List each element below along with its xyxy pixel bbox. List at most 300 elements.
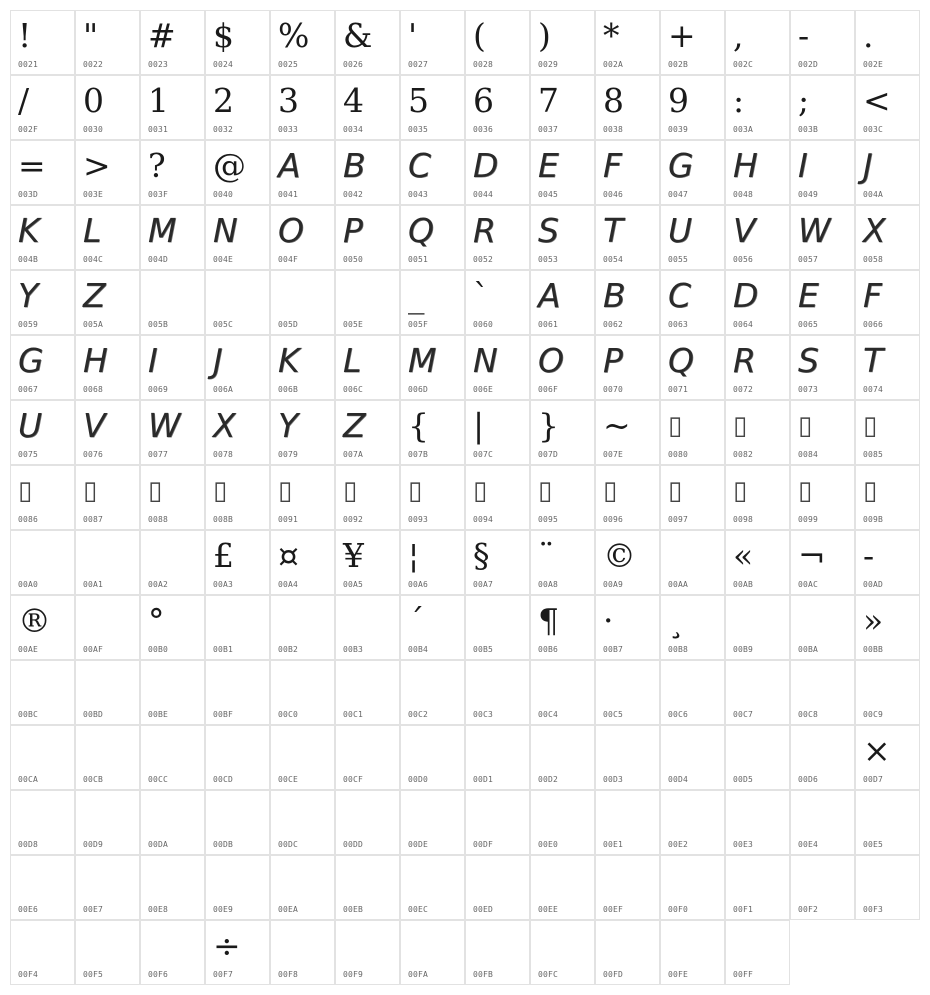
glyph-code-label: 00AB <box>733 580 754 589</box>
glyph-cell[interactable] <box>140 725 205 790</box>
glyph-code-label: 005B <box>148 320 169 329</box>
glyph-cell[interactable] <box>465 140 530 205</box>
glyph-cell[interactable] <box>465 660 530 725</box>
glyph-cell[interactable] <box>595 920 660 985</box>
glyph-cell[interactable] <box>10 725 75 790</box>
glyph-char: < <box>863 81 891 120</box>
glyph-cell[interactable] <box>140 920 205 985</box>
glyph-cell[interactable] <box>400 270 465 335</box>
glyph-cell[interactable] <box>140 855 205 920</box>
glyph-cell[interactable] <box>205 400 270 465</box>
glyph-cell[interactable] <box>140 270 205 335</box>
glyph-cell[interactable] <box>530 205 595 270</box>
glyph-cell[interactable] <box>595 10 660 75</box>
glyph-cell[interactable] <box>725 465 790 530</box>
glyph-code-label: 00BE <box>148 710 169 719</box>
glyph-char: ▯ <box>538 476 553 506</box>
glyph-cell[interactable] <box>335 595 400 660</box>
glyph-cell[interactable] <box>400 725 465 790</box>
glyph-char: V <box>83 406 106 445</box>
glyph-cell[interactable] <box>75 530 140 595</box>
glyph-cell[interactable] <box>10 790 75 855</box>
glyph-cell[interactable] <box>140 660 205 725</box>
glyph-cell[interactable] <box>465 205 530 270</box>
glyph-cell[interactable] <box>75 465 140 530</box>
glyph-cell[interactable] <box>10 855 75 920</box>
glyph-cell[interactable] <box>660 270 725 335</box>
glyph-char: ~ <box>603 406 631 445</box>
glyph-cell[interactable] <box>530 790 595 855</box>
glyph-cell[interactable] <box>75 270 140 335</box>
glyph-cell[interactable] <box>660 595 725 660</box>
glyph-cell[interactable] <box>205 465 270 530</box>
glyph-cell[interactable] <box>140 75 205 140</box>
glyph-cell[interactable] <box>530 530 595 595</box>
glyph-code-label: 0047 <box>668 190 689 199</box>
glyph-char: P <box>343 211 363 250</box>
glyph-char: ▯ <box>733 476 748 506</box>
glyph-cell[interactable] <box>660 10 725 75</box>
glyph-cell[interactable] <box>270 140 335 205</box>
glyph-cell[interactable] <box>270 335 335 400</box>
glyph-cell[interactable] <box>725 335 790 400</box>
glyph-code-label: 00A4 <box>278 580 299 589</box>
glyph-cell[interactable] <box>595 790 660 855</box>
glyph-cell[interactable] <box>660 530 725 595</box>
glyph-cell[interactable] <box>790 660 855 725</box>
glyph-cell[interactable] <box>335 790 400 855</box>
glyph-cell[interactable] <box>595 725 660 790</box>
glyph-cell[interactable] <box>790 10 855 75</box>
glyph-cell[interactable] <box>790 595 855 660</box>
glyph-char: L <box>343 341 362 380</box>
glyph-char: Q <box>408 211 434 250</box>
glyph-cell[interactable] <box>140 140 205 205</box>
glyph-code-label: 00F2 <box>798 905 819 914</box>
glyph-cell[interactable] <box>465 920 530 985</box>
glyph-cell[interactable] <box>205 530 270 595</box>
glyph-cell[interactable] <box>270 920 335 985</box>
glyph-char: $ <box>213 16 234 55</box>
glyph-char: L <box>83 211 102 250</box>
glyph-code-label: 006E <box>473 385 494 394</box>
glyph-cell[interactable] <box>10 75 75 140</box>
glyph-cell[interactable] <box>660 465 725 530</box>
glyph-cell[interactable] <box>140 595 205 660</box>
glyph-cell[interactable] <box>465 400 530 465</box>
glyph-cell[interactable] <box>205 920 270 985</box>
glyph-code-label: 0071 <box>668 385 689 394</box>
glyph-cell[interactable] <box>270 400 335 465</box>
glyph-cell[interactable] <box>855 530 920 595</box>
glyph-code-label: 00CC <box>148 775 169 784</box>
glyph-cell[interactable] <box>335 400 400 465</box>
glyph-cell[interactable] <box>75 400 140 465</box>
glyph-cell[interactable] <box>270 75 335 140</box>
glyph-cell[interactable] <box>790 205 855 270</box>
glyph-cell[interactable] <box>335 10 400 75</box>
glyph-code-label: 007E <box>603 450 624 459</box>
glyph-char: 8 <box>603 81 624 120</box>
glyph-cell[interactable] <box>660 855 725 920</box>
glyph-code-label: 0078 <box>213 450 234 459</box>
glyph-cell[interactable] <box>595 335 660 400</box>
glyph-char: ▯ <box>863 411 878 441</box>
glyph-char: N <box>213 211 238 250</box>
glyph-cell[interactable] <box>725 140 790 205</box>
glyph-cell[interactable] <box>595 530 660 595</box>
glyph-cell[interactable] <box>660 140 725 205</box>
glyph-cell[interactable] <box>595 660 660 725</box>
glyph-char: , <box>733 16 744 55</box>
glyph-char: J <box>213 341 223 380</box>
glyph-code-label: 00FB <box>473 970 494 979</box>
glyph-cell[interactable] <box>660 725 725 790</box>
glyph-char: ▯ <box>798 411 813 441</box>
glyph-cell[interactable] <box>465 790 530 855</box>
glyph-cell[interactable] <box>855 205 920 270</box>
glyph-char: £ <box>213 536 234 575</box>
glyph-cell[interactable] <box>400 920 465 985</box>
glyph-code-label: 00A2 <box>148 580 169 589</box>
glyph-cell[interactable] <box>530 10 595 75</box>
glyph-cell[interactable] <box>855 660 920 725</box>
glyph-cell[interactable] <box>855 75 920 140</box>
glyph-cell[interactable] <box>530 335 595 400</box>
glyph-cell[interactable] <box>595 595 660 660</box>
glyph-cell[interactable] <box>530 725 595 790</box>
glyph-char: } <box>538 406 559 445</box>
glyph-cell[interactable] <box>205 725 270 790</box>
glyph-cell[interactable] <box>270 465 335 530</box>
glyph-cell[interactable] <box>335 660 400 725</box>
glyph-cell[interactable] <box>595 465 660 530</box>
glyph-code-label: 0093 <box>408 515 429 524</box>
glyph-code-label: 007C <box>473 450 494 459</box>
glyph-cell[interactable] <box>725 400 790 465</box>
glyph-char: ▯ <box>863 476 878 506</box>
glyph-char: - <box>863 536 875 575</box>
glyph-cell[interactable] <box>140 400 205 465</box>
glyph-cell[interactable] <box>205 660 270 725</box>
glyph-cell[interactable] <box>725 270 790 335</box>
glyph-cell[interactable] <box>790 400 855 465</box>
glyph-code-label: 00C7 <box>733 710 754 719</box>
glyph-cell[interactable] <box>10 270 75 335</box>
glyph-cell[interactable] <box>595 205 660 270</box>
glyph-cell[interactable] <box>595 270 660 335</box>
glyph-cell[interactable] <box>790 790 855 855</box>
glyph-cell[interactable] <box>270 725 335 790</box>
glyph-char: T <box>863 341 884 380</box>
glyph-cell[interactable] <box>530 400 595 465</box>
glyph-cell[interactable] <box>530 855 595 920</box>
glyph-code-label: 00C8 <box>798 710 819 719</box>
glyph-cell[interactable] <box>725 790 790 855</box>
glyph-cell[interactable] <box>595 400 660 465</box>
glyph-char: 2 <box>213 81 234 120</box>
glyph-cell[interactable] <box>530 465 595 530</box>
glyph-cell[interactable] <box>140 790 205 855</box>
glyph-cell[interactable] <box>530 660 595 725</box>
glyph-code-label: 0092 <box>343 515 364 524</box>
glyph-cell[interactable] <box>595 75 660 140</box>
glyph-code-label: 007D <box>538 450 559 459</box>
glyph-cell[interactable] <box>75 920 140 985</box>
glyph-cell[interactable] <box>465 335 530 400</box>
glyph-cell[interactable] <box>725 660 790 725</box>
glyph-cell[interactable] <box>205 855 270 920</box>
glyph-cell[interactable] <box>10 465 75 530</box>
glyph-cell[interactable] <box>335 75 400 140</box>
glyph-cell[interactable] <box>335 530 400 595</box>
glyph-char: - <box>798 16 810 55</box>
glyph-cell[interactable] <box>335 855 400 920</box>
glyph-cell[interactable] <box>855 855 920 920</box>
glyph-code-label: 005F <box>408 320 429 329</box>
glyph-cell[interactable] <box>400 400 465 465</box>
glyph-cell[interactable] <box>400 855 465 920</box>
glyph-code-label: 0099 <box>798 515 819 524</box>
glyph-char: ' <box>408 16 418 55</box>
glyph-cell[interactable] <box>75 855 140 920</box>
glyph-cell[interactable] <box>400 75 465 140</box>
glyph-cell[interactable] <box>465 465 530 530</box>
glyph-cell[interactable] <box>205 75 270 140</box>
glyph-code-label: 00CD <box>213 775 234 784</box>
glyph-cell[interactable] <box>725 920 790 985</box>
glyph-cell[interactable] <box>530 75 595 140</box>
glyph-cell[interactable] <box>465 855 530 920</box>
glyph-cell[interactable] <box>465 10 530 75</box>
glyph-cell[interactable] <box>205 270 270 335</box>
glyph-code-label: 00D8 <box>18 840 39 849</box>
glyph-cell[interactable] <box>530 140 595 205</box>
glyph-cell[interactable] <box>335 465 400 530</box>
glyph-cell[interactable] <box>465 270 530 335</box>
glyph-cell[interactable] <box>10 920 75 985</box>
glyph-cell[interactable] <box>725 75 790 140</box>
glyph-cell[interactable] <box>205 335 270 400</box>
glyph-char: E <box>798 276 819 315</box>
glyph-cell[interactable] <box>790 270 855 335</box>
glyph-cell[interactable] <box>855 790 920 855</box>
glyph-cell[interactable] <box>725 205 790 270</box>
glyph-cell[interactable] <box>205 10 270 75</box>
glyph-cell[interactable] <box>530 270 595 335</box>
glyph-cell[interactable] <box>270 855 335 920</box>
glyph-cell[interactable] <box>595 140 660 205</box>
glyph-cell[interactable] <box>205 205 270 270</box>
glyph-cell[interactable] <box>660 205 725 270</box>
glyph-code-label: 00A8 <box>538 580 559 589</box>
glyph-cell[interactable] <box>75 140 140 205</box>
glyph-cell[interactable] <box>790 725 855 790</box>
glyph-code-label: 008B <box>213 515 234 524</box>
glyph-code-label: 00DF <box>473 840 494 849</box>
glyph-code-label: 0045 <box>538 190 559 199</box>
glyph-cell[interactable] <box>75 725 140 790</box>
glyph-cell[interactable] <box>205 140 270 205</box>
glyph-cell[interactable] <box>855 140 920 205</box>
glyph-code-label: 007B <box>408 450 429 459</box>
glyph-cell[interactable] <box>725 855 790 920</box>
glyph-cell[interactable] <box>790 465 855 530</box>
glyph-code-label: 00D4 <box>668 775 689 784</box>
glyph-cell[interactable] <box>465 725 530 790</box>
glyph-code-label: 005D <box>278 320 299 329</box>
glyph-cell[interactable] <box>335 725 400 790</box>
glyph-char: _ <box>408 276 425 315</box>
glyph-char: U <box>18 406 43 445</box>
glyph-char: × <box>863 731 891 770</box>
glyph-cell[interactable] <box>790 855 855 920</box>
glyph-cell[interactable] <box>660 660 725 725</box>
glyph-code-label: 00AD <box>863 580 884 589</box>
glyph-cell[interactable] <box>660 75 725 140</box>
glyph-code-label: 0033 <box>278 125 299 134</box>
glyph-cell[interactable] <box>270 530 335 595</box>
glyph-cell[interactable] <box>75 790 140 855</box>
glyph-code-label: 00C4 <box>538 710 559 719</box>
glyph-cell[interactable] <box>140 335 205 400</box>
glyph-cell[interactable] <box>270 790 335 855</box>
glyph-cell[interactable] <box>10 595 75 660</box>
glyph-cell[interactable] <box>75 75 140 140</box>
glyph-cell[interactable] <box>855 595 920 660</box>
glyph-code-label: 0051 <box>408 255 429 264</box>
glyph-cell[interactable] <box>335 335 400 400</box>
glyph-cell[interactable] <box>725 10 790 75</box>
glyph-cell[interactable] <box>75 660 140 725</box>
glyph-cell[interactable] <box>400 790 465 855</box>
glyph-cell[interactable] <box>725 595 790 660</box>
glyph-cell[interactable] <box>725 530 790 595</box>
glyph-code-label: 0039 <box>668 125 689 134</box>
glyph-cell[interactable] <box>205 595 270 660</box>
glyph-char: Y <box>278 406 299 445</box>
glyph-cell[interactable] <box>400 465 465 530</box>
glyph-cell[interactable] <box>10 335 75 400</box>
glyph-cell[interactable] <box>335 140 400 205</box>
glyph-cell[interactable] <box>855 10 920 75</box>
glyph-cell[interactable] <box>75 10 140 75</box>
glyph-cell[interactable] <box>270 270 335 335</box>
glyph-cell[interactable] <box>790 75 855 140</box>
glyph-char: K <box>18 211 40 250</box>
glyph-cell[interactable] <box>10 530 75 595</box>
glyph-code-label: 0079 <box>278 450 299 459</box>
glyph-cell[interactable] <box>10 140 75 205</box>
glyph-cell[interactable] <box>75 335 140 400</box>
glyph-code-label: 00BD <box>83 710 104 719</box>
glyph-cell[interactable] <box>855 400 920 465</box>
glyph-cell[interactable] <box>10 660 75 725</box>
glyph-code-label: 00E2 <box>668 840 689 849</box>
glyph-char: ▯ <box>18 476 33 506</box>
glyph-code-label: 00F0 <box>668 905 689 914</box>
glyph-cell[interactable] <box>270 595 335 660</box>
glyph-cell[interactable] <box>270 205 335 270</box>
glyph-cell[interactable] <box>855 270 920 335</box>
glyph-cell[interactable] <box>335 270 400 335</box>
glyph-cell[interactable] <box>140 10 205 75</box>
glyph-char: C <box>408 146 432 185</box>
glyph-char: 7 <box>538 81 559 120</box>
glyph-cell[interactable] <box>660 920 725 985</box>
glyph-code-label: 00FD <box>603 970 624 979</box>
glyph-cell[interactable] <box>855 335 920 400</box>
glyph-cell[interactable] <box>660 790 725 855</box>
glyph-cell[interactable] <box>10 400 75 465</box>
glyph-char: 5 <box>408 81 429 120</box>
glyph-cell[interactable] <box>465 595 530 660</box>
glyph-cell[interactable] <box>400 10 465 75</box>
glyph-cell[interactable] <box>660 335 725 400</box>
glyph-cell[interactable] <box>75 595 140 660</box>
glyph-cell[interactable] <box>75 205 140 270</box>
glyph-cell[interactable] <box>465 530 530 595</box>
glyph-code-label: 0066 <box>863 320 884 329</box>
glyph-char: 1 <box>148 81 169 120</box>
glyph-cell[interactable] <box>790 140 855 205</box>
glyph-cell[interactable] <box>205 790 270 855</box>
glyph-code-label: 0055 <box>668 255 689 264</box>
glyph-cell[interactable] <box>400 335 465 400</box>
glyph-char: J <box>863 146 873 185</box>
glyph-cell[interactable] <box>790 530 855 595</box>
glyph-char: G <box>668 146 694 185</box>
glyph-cell[interactable] <box>400 530 465 595</box>
glyph-char: ▯ <box>603 476 618 506</box>
glyph-cell[interactable] <box>400 205 465 270</box>
glyph-char: ´ <box>408 601 425 640</box>
glyph-cell[interactable] <box>270 10 335 75</box>
glyph-code-label: 00E1 <box>603 840 624 849</box>
glyph-cell[interactable] <box>400 140 465 205</box>
glyph-cell[interactable] <box>10 10 75 75</box>
glyph-cell[interactable] <box>530 595 595 660</box>
glyph-cell[interactable] <box>855 465 920 530</box>
glyph-char: ▯ <box>148 476 163 506</box>
glyph-cell[interactable] <box>400 660 465 725</box>
glyph-code-label: 0075 <box>18 450 39 459</box>
glyph-cell[interactable] <box>270 660 335 725</box>
glyph-cell[interactable] <box>140 465 205 530</box>
glyph-cell[interactable] <box>660 400 725 465</box>
glyph-cell[interactable] <box>530 920 595 985</box>
glyph-cell[interactable] <box>335 205 400 270</box>
glyph-cell[interactable] <box>855 725 920 790</box>
glyph-code-label: 0025 <box>278 60 299 69</box>
glyph-cell[interactable] <box>140 205 205 270</box>
glyph-code-label: 0060 <box>473 320 494 329</box>
glyph-code-label: 00FE <box>668 970 689 979</box>
glyph-cell[interactable] <box>595 855 660 920</box>
glyph-cell[interactable] <box>400 595 465 660</box>
glyph-code-label: 00C3 <box>473 710 494 719</box>
glyph-cell[interactable] <box>335 920 400 985</box>
glyph-cell[interactable] <box>725 725 790 790</box>
glyph-cell[interactable] <box>790 335 855 400</box>
glyph-code-label: 00E0 <box>538 840 559 849</box>
glyph-cell[interactable] <box>465 75 530 140</box>
glyph-char: G <box>18 341 44 380</box>
glyph-cell[interactable] <box>140 530 205 595</box>
glyph-cell[interactable] <box>10 205 75 270</box>
glyph-char: X <box>863 211 886 250</box>
glyph-code-label: 00DE <box>408 840 429 849</box>
